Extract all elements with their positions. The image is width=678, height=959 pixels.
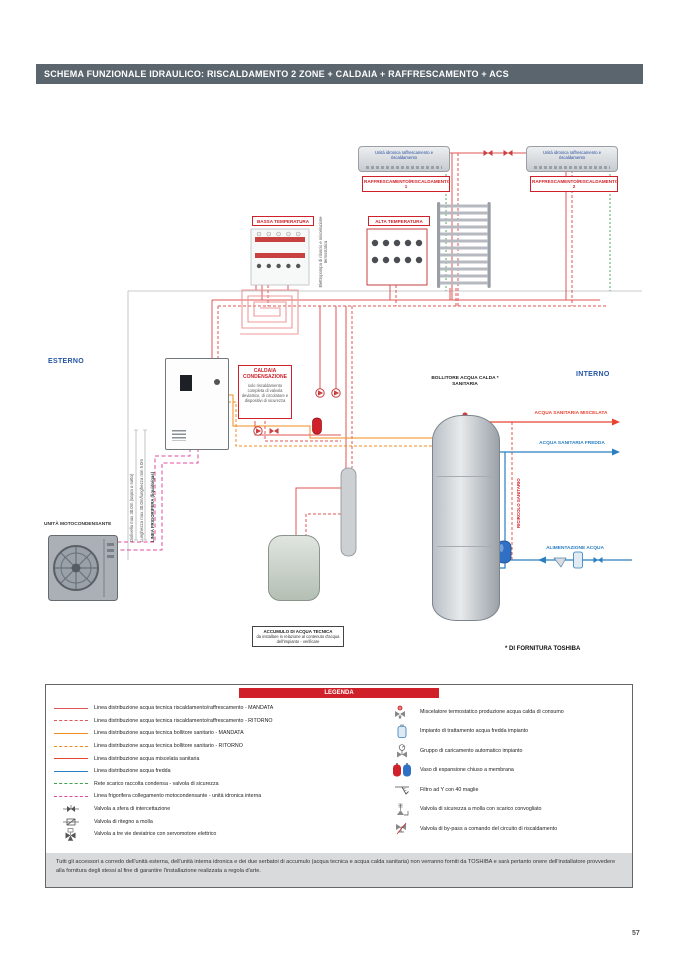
water-treatment-icon (574, 552, 583, 568)
high-temp-tag: ALTA TEMPERATURA (368, 216, 430, 226)
mixed-water-label: ACQUA SANITARIA MISCELATA (534, 411, 608, 416)
legend-row (390, 761, 624, 781)
boiler-box (238, 365, 292, 419)
boiler-body: solo riscaldamento completa di valvola deviatrice, di circolatore e dispositivi di sicurezza (241, 382, 289, 404)
high-temp-manifold (367, 229, 427, 285)
legend-row (54, 803, 390, 816)
buffer-tank (268, 535, 320, 601)
legend-label: Filtro ad Y con 40 maglie (420, 786, 479, 793)
unit-knob (214, 379, 220, 385)
ball-valve-icon (484, 150, 493, 156)
buffer-note-body: da installare in relazione al contenuto d'acqua dell'impianto - verificare (256, 634, 340, 645)
expansion-vessel-red-icon (313, 418, 322, 434)
three-way-valve-icon (54, 828, 88, 841)
zone-note: Elettropompa di rilancio e miscelazione termostatica (318, 216, 329, 288)
legend-row (54, 752, 390, 765)
legend-label: Linea distribuzione acqua miscelata sanitaria (94, 755, 200, 762)
pump-icon (254, 427, 262, 435)
legend-row (54, 715, 390, 728)
legend-row (390, 819, 624, 839)
legend-title: LEGENDA (239, 688, 439, 698)
legend-label: Linea distribuzione acqua tecnica riscaldamento/raffrescamento - MANDATA (94, 705, 274, 712)
unit-grille (172, 430, 186, 441)
legend-label: Valvola di ritegno a molla (94, 818, 153, 825)
ricircolo-label: RICIRCOLO SANITARIO (516, 478, 521, 528)
legend-label: Linea frigorifera collegamento motocondensante - unità idronica interna (94, 793, 262, 800)
interno-label: INTERNO (576, 371, 610, 378)
check-valve-icon (54, 817, 88, 827)
hydraulic-diagram (0, 90, 678, 684)
note-linea-frigorifera: LINEA FRIGORIFERA (liquido/gas) (150, 471, 155, 542)
y-filter-icon (554, 558, 566, 567)
legend-line-sample (54, 733, 88, 734)
outdoor-unit (48, 535, 118, 601)
legend-row (54, 740, 390, 753)
legend-line-sample (54, 758, 88, 759)
low-temp-manifold (251, 229, 309, 285)
ball-valve-icon (54, 804, 88, 814)
esterno-label: ESTERNO (48, 358, 84, 365)
legend-row (390, 741, 624, 761)
legend-row (54, 815, 390, 828)
hydronic-unit (165, 358, 229, 450)
legend-row (54, 765, 390, 778)
tank-weld-line (437, 476, 495, 477)
boiler-title: CALDAIA CONDENSAZIONE (243, 368, 287, 380)
fancoil-tag-1: RAFFRESCAMENTO/RISCALDAMENTO 1 (362, 176, 450, 192)
fancoil-unit-label: Unità idronica raffrescamento e riscaldamento (374, 150, 434, 161)
legend-label: Gruppo di caricamento automatico impianto (420, 747, 523, 754)
legend-label: Linea distribuzione acqua tecnica bollitore sanitario - MANDATA (94, 730, 244, 737)
filling-group-icon (390, 744, 414, 758)
legend-label: Linea distribuzione acqua tecnica riscaldamento/raffrescamento - RITORNO (94, 717, 273, 724)
dhw-tank (432, 415, 500, 621)
legend-label: Linea distribuzione acqua fredda (94, 768, 171, 775)
ball-valve-icon (594, 557, 603, 563)
legend-row (54, 727, 390, 740)
legend-left-column (54, 702, 390, 850)
note-lunghezza: Lunghezza max 30.0m/lunghezza min 5.0m (139, 458, 144, 542)
fancoil-vent (366, 166, 442, 169)
fancoil-tag-2: RAFFRESCAMENTO/RISCALDAMENTO 2 (530, 176, 618, 192)
unit-display (180, 375, 192, 391)
legend-right-column (390, 702, 624, 850)
fancoil-unit-label: Unità idronica raffrescamento e riscaldamento (542, 150, 602, 161)
page-number: 57 (632, 930, 640, 937)
legend-label: Valvola a tre vie deviatrice con servomotore elettrico (94, 831, 217, 838)
legend-label: Valvola di sicurezza a molla con scarico convogliato (420, 806, 542, 813)
legend-row (390, 800, 624, 820)
water-treatment-icon (390, 724, 414, 738)
legend-line-sample (54, 796, 88, 797)
legend-row (390, 702, 624, 722)
legend-line-sample (54, 771, 88, 772)
cold-water-label: ACQUA SANITARIA FREDDA (539, 441, 605, 446)
disclaimer: Tutti gli accessori a corredo dell'unità esterna, dell'unità interna idronica e dei due serbatoi di accumulo (acqua tecnica e acqua calda sanitaria) non verranno forniti da TOSHIBA e sarà pertanto onere dell'installatore provvedere alla fornitura degli stessi al fine di garantire l'installazione realizzata a regola d'arte. (46, 853, 632, 887)
fancoil-unit-1 (358, 146, 450, 172)
ball-valve-icon (270, 428, 279, 434)
note-dislivello: Dislivello max 30.0m (sopra o sotto) (129, 473, 134, 542)
legend-row (390, 722, 624, 742)
legend-label: Miscelatore termostatico produzione acqua calda di consumo (420, 708, 564, 715)
legend-row (54, 828, 390, 841)
legend-label: Valvola di by-pass a comando del circuito di riscaldamento (420, 825, 558, 832)
fancoil-vent (534, 166, 610, 169)
bypass-valve-icon (390, 822, 414, 835)
legend-label: Vaso di espansione chiuso a membrana (420, 767, 514, 774)
legend-label: Linea distribuzione acqua tecnica bollitore sanitario - RITORNO (94, 743, 243, 750)
low-temp-tag: BASSA TEMPERATURA (252, 216, 314, 226)
legend-row (54, 702, 390, 715)
towel-radiator (437, 202, 491, 288)
legend-line-sample (54, 708, 88, 709)
legend-line-sample (54, 746, 88, 747)
legend (45, 684, 633, 888)
safety-valve-icon (390, 802, 414, 816)
legend-label: Impianto di trattamento acqua fredda impianto (420, 728, 529, 735)
legend-label: Valvola a sfera di intercettazione (94, 806, 171, 813)
hydraulic-separator (341, 468, 356, 556)
buffer-note-title: ACCUMULO DI ACQUA TECNICA (263, 629, 333, 634)
legend-label: Rete scarico raccolta condensa - valvola di sicurezza (94, 780, 219, 787)
thermostatic-mixer-icon (390, 705, 414, 719)
legend-row (390, 780, 624, 800)
heating-flow-lines (212, 153, 600, 535)
outdoor-unit-drawing (48, 535, 118, 601)
legend-line-sample (54, 783, 88, 784)
outdoor-unit-label: UNITÀ MOTOCONDENSANTE (44, 522, 112, 527)
toshiba-supply-note: * DI FORNITURA TOSHIBA (505, 646, 581, 652)
legend-row (54, 778, 390, 791)
tank-weld-line (437, 546, 495, 547)
page-title: SCHEMA FUNZIONALE IDRAULICO: RISCALDAMENTO 2 ZONE + CALDAIA + RAFFRESCAMENTO + ACS (36, 64, 643, 84)
fancoil-unit-2 (526, 146, 618, 172)
legend-line-sample (54, 720, 88, 721)
dhw-tank-label: BOLLITORE ACQUA CALDA * SANITARIA (431, 376, 499, 387)
water-supply-label: ALIMENTAZIONE ACQUA (546, 546, 604, 551)
expansion-vessels-icon (390, 763, 414, 777)
y-filter-icon (390, 783, 414, 797)
legend-row (54, 790, 390, 803)
floor-coil (240, 290, 298, 334)
buffer-note (252, 626, 344, 647)
ball-valve-icon (504, 150, 513, 156)
heating-return-lines (218, 153, 606, 535)
pump-icon (332, 389, 340, 397)
pump-icon (316, 389, 324, 397)
